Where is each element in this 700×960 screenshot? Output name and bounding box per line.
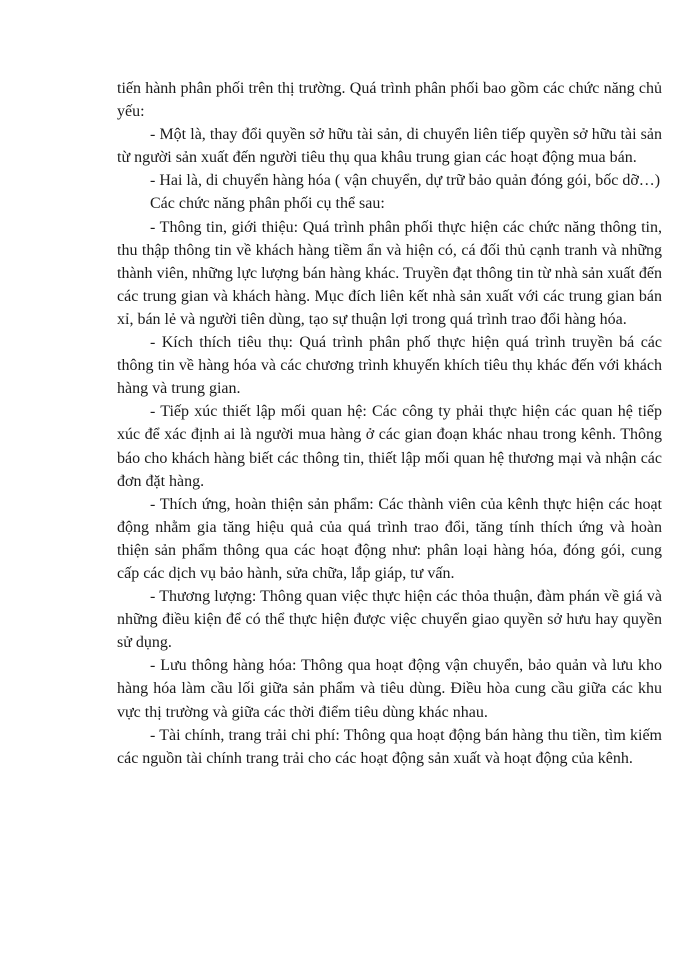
document-body	[117, 77, 662, 770]
paragraph-information: - Thông tin, giới thiệu: Quá trình phân phối thực hiện các chức năng thông tin, thu thập thông tin về khách hàng tiềm ẩn và hiện có, cá đối thủ cạnh tranh và những thành viên, những lực lượng bán hàng khác. Truyền đạt thông tin từ nhà sản xuất đến các trung gian và khách hàng. Mục đích liên kết nhà sản xuất với các trung gian bán xỉ, bán lẻ và người tiên dùng, tạo sự thuận lợi trong quá trình trao đổi hàng hóa.	[117, 218, 662, 328]
paragraph-adaptation: - Thích ứng, hoàn thiện sản phẩm: Các thành viên của kênh thực hiện các hoạt động nhằm gia tăng hiệu quả của quá trình trao đổi, tăng tính thích ứng và hoàn thiện sản phẩm thông qua các hoạt động như: phân loại hàng hóa, đóng gói, cung cấp các dịch vụ bảo hành, sửa chữa, lắp giáp, tư vấn.	[117, 495, 662, 582]
paragraph-specific-functions-intro: Các chức năng phân phối cụ thể sau:	[150, 195, 385, 213]
paragraph-function-ownership: - Một là, thay đổi quyền sở hữu tài sản, di chuyển liên tiếp quyền sở hữu tài sản từ người sản xuất đến người tiêu thụ qua khâu trung gian các hoạt động mua bán.	[117, 126, 662, 167]
paragraph-logistics: - Lưu thông hàng hóa: Thông qua hoạt động vận chuyển, bảo quản và lưu kho hàng hóa làm cầu lối giữa sản phẩm và tiêu dùng. Điều hòa cung cầu giữa các khu vực thị trường và giữa các thời điểm tiêu dùng khác nhau.	[117, 657, 662, 721]
paragraph-promotion: - Kích thích tiêu thụ: Quá trình phân phố thực hiện quá trình truyền bá các thông tin về hàng hóa và các chương trình khuyến khích tiêu thụ khác đến với khách hàng và trung gian.	[117, 334, 662, 398]
paragraph-contact: - Tiếp xúc thiết lập mối quan hệ: Các công ty phải thực hiện các quan hệ tiếp xúc để xác định ai là người mua hàng ở các gian đoạn khác nhau trong kênh. Thông báo cho khách hàng biết các thông tin, thiết lập mối quan hệ thương mại và nhận các đơn đặt hàng.	[117, 403, 662, 490]
paragraph-continuation: tiến hành phân phối trên thị trường. Quá trình phân phối bao gồm các chức năng chủ yếu:	[117, 80, 662, 121]
paragraph-function-goods-movement: - Hai là, di chuyển hàng hóa ( vận chuyển, dự trữ bảo quản đóng gói, bốc dỡ…)	[150, 172, 661, 190]
paragraph-negotiation: - Thương lượng: Thông quan việc thực hiện các thỏa thuận, đàm phán về giá và những điều kiện để có thể thực hiện được việc chuyển giao quyền sở hưu hay quyền sử dụng.	[117, 588, 662, 652]
paragraph-finance: - Tài chính, trang trải chi phí: Thông qua hoạt động bán hàng thu tiền, tìm kiếm các nguồn tài chính trang trải cho các hoạt động sản xuất và hoạt động của kênh.	[117, 726, 662, 767]
